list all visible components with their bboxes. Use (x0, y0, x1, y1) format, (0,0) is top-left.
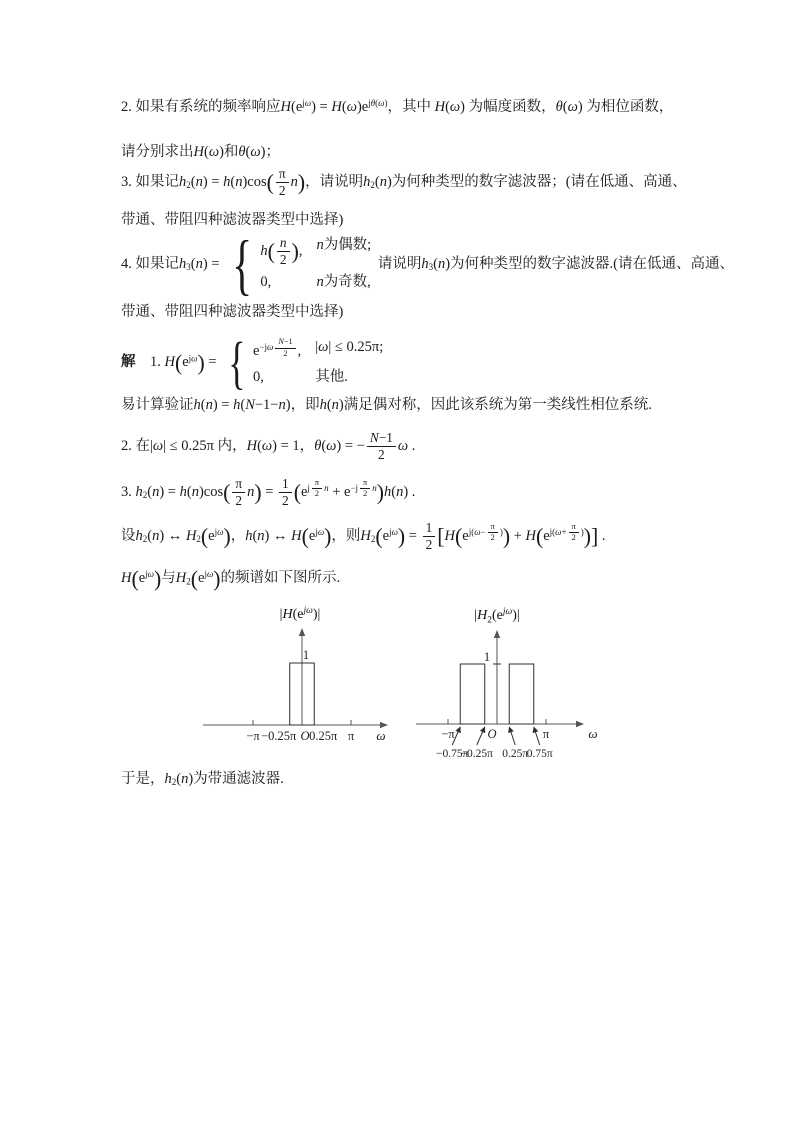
solution-step-1-note: 易计算验证h(n) = h(N−1−n)，即h(n)满足偶对称，因此该系统为第一类线性相位系统. (121, 397, 652, 413)
svg-text:ω: ω (376, 728, 386, 743)
svg-text:|H(ejω)|: $|H(e^{j\omega})|$ (279, 606, 321, 622)
solution-step-2: 2. 在|ω| ≤ 0.25π 内，H(ω) = 1，θ(ω) = − $\frac{N-1}{2}$ ω . (121, 430, 416, 462)
spectrum-plot-H2 (408, 599, 608, 778)
problem-3-line-1: 3. 如果记$h_2(n) = h(n)\cos$( $\frac{\pi}{2}$ n)，请说明$h_2(n)$为何种类型的数字滤波器；(请在低通、高通、 (121, 166, 687, 198)
svg-text:−0.25π: −0.25π (460, 748, 493, 760)
svg-text:−0.25π: −0.25π (261, 729, 297, 743)
svg-text:−π: −π (246, 729, 260, 743)
spectrum-plot-H (195, 599, 400, 762)
svg-text:π: π (347, 729, 355, 743)
problem-2-line-2: 请分别求出H(ω)和θ(ω)； (121, 144, 280, 160)
problem-4-line-1: 4. 如果记$h_3(n)$ = { h( $\frac{n}{2}$ ), n为偶数; 0, n为奇数, 请说明$h_3(n)$为何种类型的数字滤波器.(请在低通、高通、 (121, 227, 734, 302)
svg-text:1: 1 (483, 650, 491, 664)
svg-text:π: π (542, 727, 550, 741)
conclusion: 于是，$h_2(n)$为带通滤波器. (121, 771, 284, 788)
svg-text:1: 1 (302, 648, 310, 662)
svg-text:0.75π: 0.75π (526, 748, 553, 760)
spectra-intro: $H(e^{j\omega})$与$H_2(e^{j\omega})$的频谱如下图所示. (121, 567, 341, 591)
solution-step-3-transform: 设$h_2(n)$ ↔ $H_2(e^{j\omega})$，h(n) ↔ $H(e^{j\omega})$，则$H_2(e^{j\omega})$ = $\frac{1}{2}$ $[H(e^{j(\omega- \frac{\pi}{2} )}) + H(e^{j(\omega+ \frac{\pi}{2} )})]$ . (121, 520, 606, 552)
svg-text:−π: −π (441, 727, 455, 741)
svg-text:ω: ω (588, 726, 598, 741)
problem-2-line-1: 2. 如果有系统的频率响应$H(e^{j\omega}) = H(\omega)e^{j\theta(\omega)}$，其中 H(ω) 为幅度函数，θ(ω) 为相位函数， (121, 98, 674, 115)
svg-text:−0.75π: −0.75π (436, 748, 469, 760)
solution-step-1-formula: 解 1. $H(e^{j\omega})$ = { $e^{-j\omega \frac{N-1}{2}}$ , |ω| ≤ 0.25π; 0, 其他. (121, 330, 384, 395)
svg-text:O: O (300, 729, 310, 743)
problem-4-line-2: 带通、带阻四种滤波器类型中选择) (121, 304, 344, 320)
solution-step-3-formula: 3. $h_2(n) = h(n)\cos$( $\frac{\pi}{2}$ n) = $\frac{1}{2}$ $(e^{j \frac{\pi}{2} n} + e^{-j \frac{\pi}{2} n})h(n)$ . (121, 476, 416, 508)
problem-3-line-2: 带通、带阻四种滤波器类型中选择) (121, 212, 344, 228)
svg-text:|H2(ejω)|: $|H_2(e^{j\omega})|$ (474, 607, 520, 626)
svg-text:0.25π: 0.25π (309, 729, 338, 743)
svg-text:O: O (487, 727, 497, 741)
svg-text:0.25π: 0.25π (502, 748, 529, 760)
